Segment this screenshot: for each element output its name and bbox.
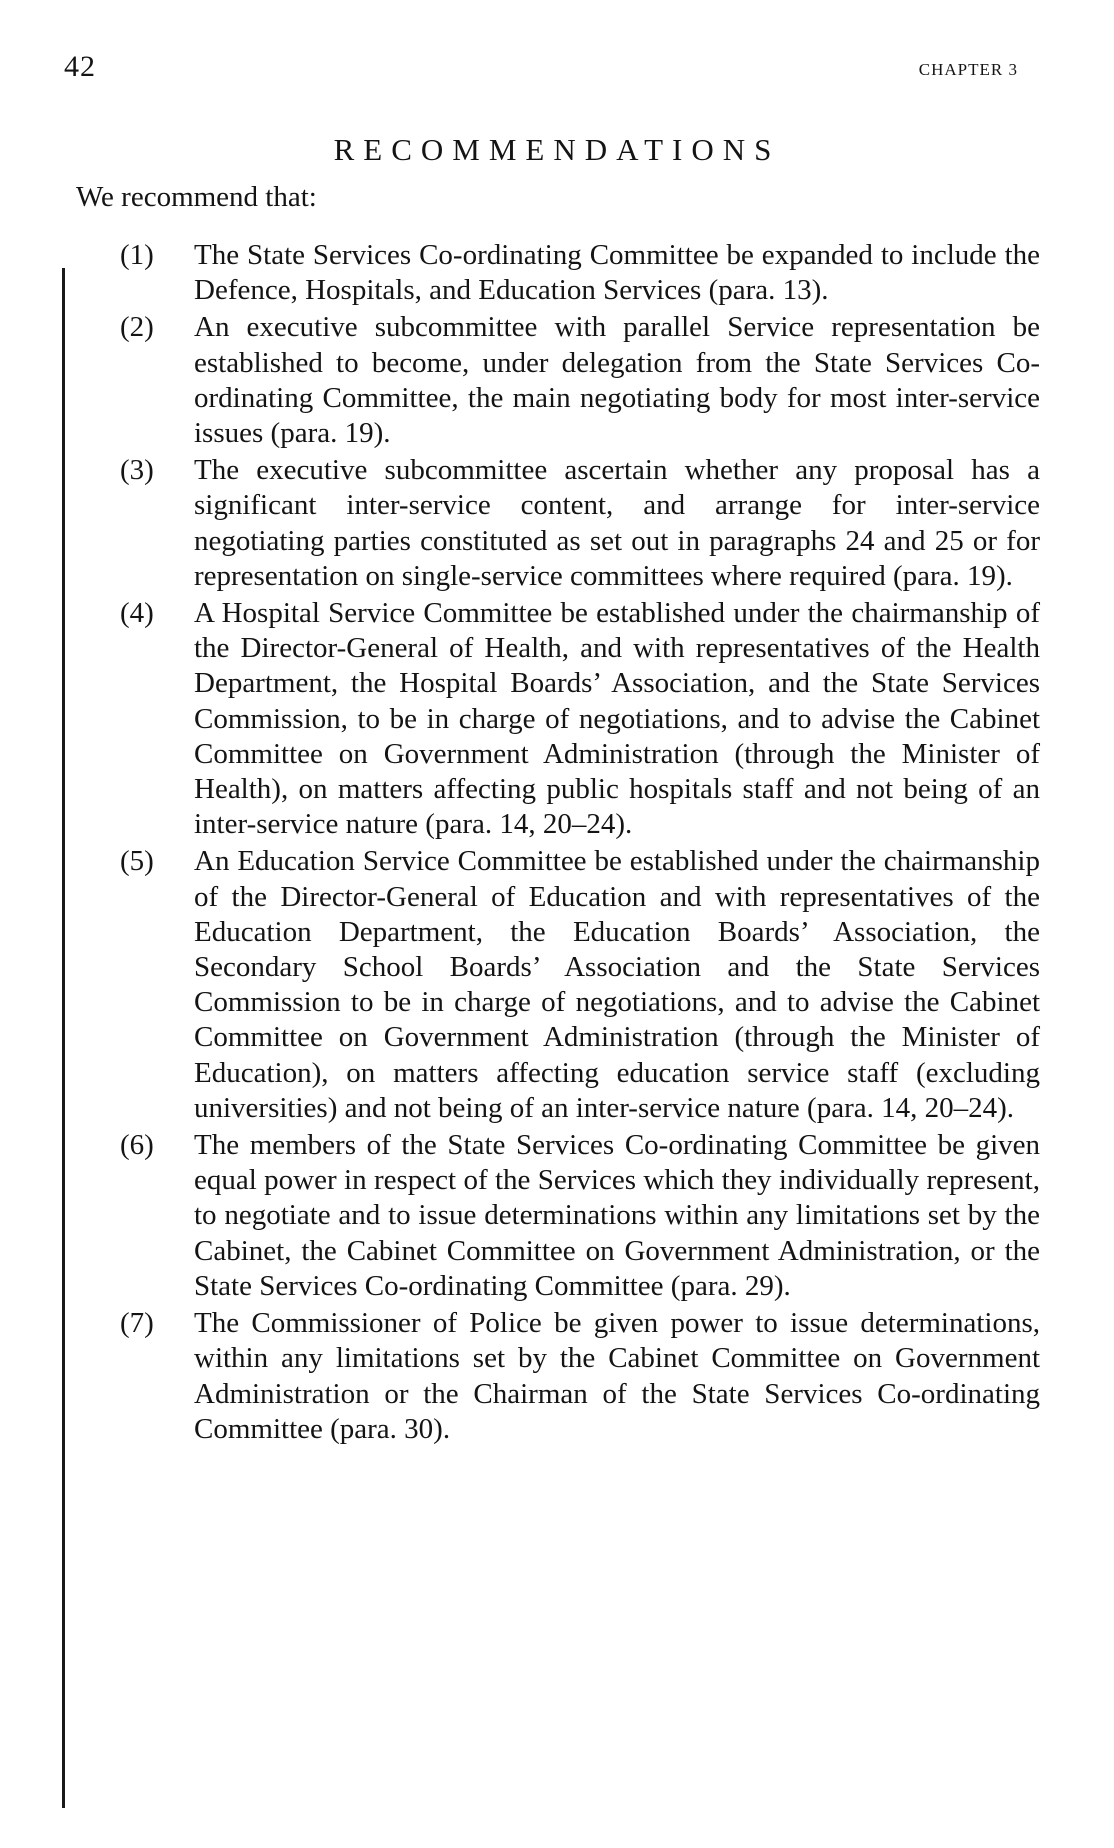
- recommendation-item-4: [120, 596, 1040, 842]
- recommendation-item-3: [120, 453, 1040, 594]
- running-head: CHAPTER 3: [918, 60, 1018, 79]
- recommendation-number: (5): [120, 845, 154, 878]
- recommendation-text: A Hospital Service Committee be established under the chairmanship of the Director-General of Health, and with representatives of the Health Department, the Hospital Boards’ Association, and the State Services Commission, to be in charge of negotiations, and to advise the Cabinet Committee on Government Administration (through the Minister of Health), on matters affecting public hospitals staff and not being of an inter-service nature (para. 14, 20–24).: [194, 597, 1040, 841]
- intro-text: We recommend that:: [76, 181, 317, 213]
- recommendation-number: (6): [120, 1129, 154, 1162]
- recommendation-text: The members of the State Services Co-ordinating Committee be given equal power in respect of the Services which they individually represent, to negotiate and to issue determinations within any limitations set by the Cabinet, the Cabinet Committee on Government Administration, or the State Services Co-ordinating Committee (para. 29).: [194, 1129, 1040, 1302]
- recommendation-item-2: [120, 310, 1040, 451]
- recommendation-text: The executive subcommittee ascertain whether any proposal has a significant inter-service content, and arrange for inter-service negotiating parties constituted as set out in paragraphs 24 and 25 or for representation on single-service committees where required (para. 19).: [194, 454, 1040, 592]
- recommendation-number: (1): [120, 239, 154, 271]
- section-title: RECOMMENDATIONS: [333, 132, 781, 167]
- recommendation-item-1: [120, 238, 1040, 308]
- margin-rule: [62, 268, 65, 1808]
- recommendation-number: (2): [120, 311, 154, 344]
- recommendation-item-5: [120, 844, 1040, 1126]
- recommendations-list: [120, 238, 1040, 1449]
- recommendation-number: (4): [120, 597, 154, 630]
- recommendation-text: The State Services Co-ordinating Committee be expanded to include the Defence, Hospitals, and Education Services (para. 13).: [194, 239, 1040, 307]
- recommendation-number: (7): [120, 1307, 154, 1340]
- recommendation-text: An Education Service Committee be established under the chairmanship of the Director-General of Education and with representatives of the Education Department, the Education Boards’ Association, the Secondary School Boards’ Association and the State Services Commission to be in charge of negotiations, and to advise the Cabinet Committee on Government Administration (through the Minister of Education), on matters affecting education service staff (excluding universities) and not being of an inter-service nature (para. 14, 20–24).: [194, 845, 1040, 1124]
- recommendation-text: An executive subcommittee with parallel Service representation be established to become, under delegation from the State Services Co-ordinating Committee, the main negotiating body for most inter-service issues (para. 19).: [194, 311, 1040, 450]
- recommendation-text: The Commissioner of Police be given power to issue determinations, within any limitations set by the Cabinet Committee on Government Administration or the Chairman of the State Services Co-ordinating Committee (para. 30).: [194, 1307, 1040, 1445]
- recommendation-item-6: [120, 1128, 1040, 1304]
- recommendation-number: (3): [120, 454, 154, 487]
- page-number: 42: [64, 50, 96, 83]
- recommendation-item-7: [120, 1306, 1040, 1447]
